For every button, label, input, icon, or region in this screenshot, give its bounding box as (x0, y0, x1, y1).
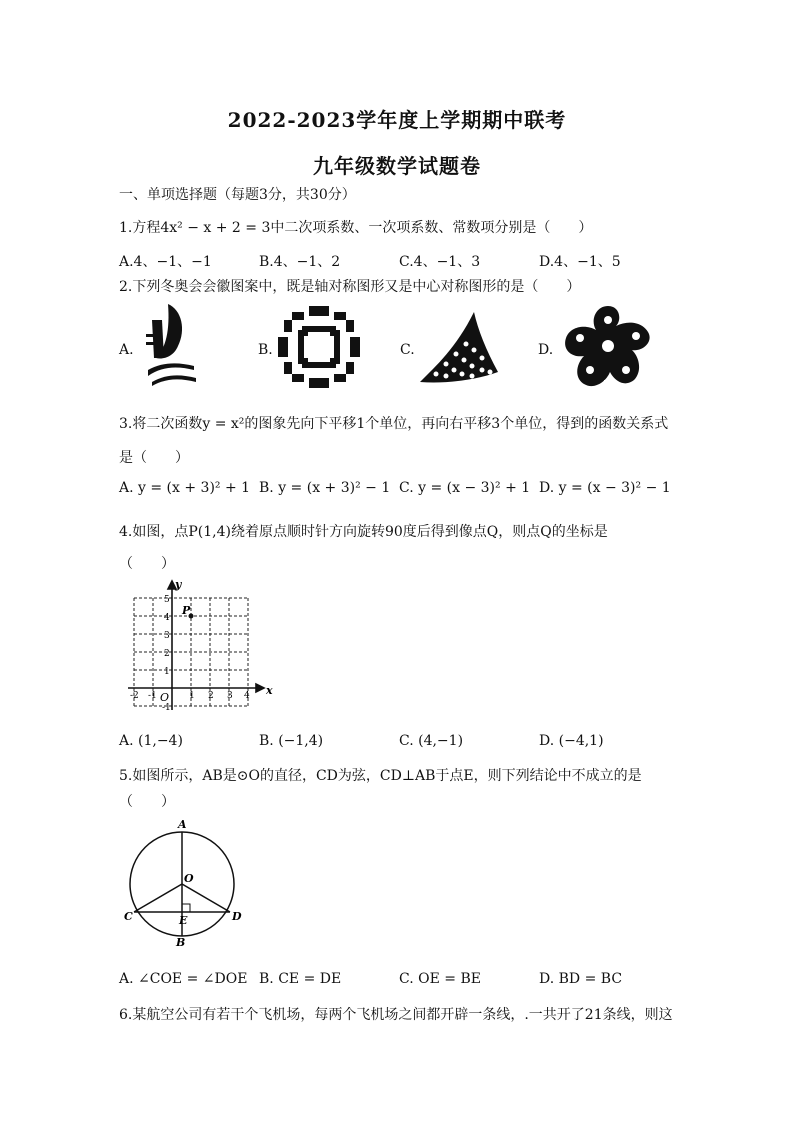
emblem-c-icon (416, 310, 500, 386)
question-5-stem-line2: （ ） (119, 794, 175, 810)
option-d: D. (−4,1) (539, 733, 604, 749)
option-a: A. (1,−4) (119, 733, 183, 749)
exam-title: 2022-2023学年度上学期期中联考 (227, 108, 567, 132)
question-1-stem: 1.方程4x² − x + 2 = 3中二次项系数、一次项系数、常数项分别是（ ） (119, 220, 593, 236)
x-tick: 3 (227, 691, 233, 701)
x-tick: 2 (208, 691, 214, 701)
question-3-stem-line1: 3.将二次函数y = x²的图象先向下平移1个单位，再向右平移3个单位，得到的函数关系式 (119, 416, 669, 432)
y-axis-label: y (175, 578, 182, 591)
option-c: C.4、−1、3 (399, 254, 481, 270)
exam-subtitle: 九年级数学试题卷 (313, 154, 481, 178)
label-e: E (179, 914, 188, 927)
option-b: B. CE = DE (259, 971, 342, 987)
question-6-stem-line1: 6.某航空公司有若干个飞机场，每两个飞机场之间都开辟一条线，.一共开了21条线，则这 (119, 1007, 673, 1023)
option-d: D. BD = BC (539, 971, 623, 987)
y-tick: 2 (164, 649, 170, 659)
option-d: D. y = (x − 3)² − 1 (539, 480, 671, 496)
option-b: B.4、−1、2 (259, 254, 341, 270)
circle-diagram-figure (122, 818, 246, 949)
emblem-a-icon (142, 300, 198, 390)
option-c: C. y = (x − 3)² + 1 (399, 480, 531, 496)
label-d: D (232, 910, 242, 923)
option-c-label: C. (400, 342, 415, 358)
question-5-stem-line1: 5.如图所示，AB是⊙O的直径，CD为弦，CD⊥AB于点E，则下列结论中不成立的是 (119, 768, 642, 784)
origin-label: O (160, 691, 170, 704)
x-axis-label: x (266, 684, 273, 697)
y-tick: 5 (164, 595, 170, 605)
point-p-label: P (182, 604, 191, 617)
option-d: D.4、−1、5 (539, 254, 621, 270)
question-2-stem: 2.下列冬奥会会徽图案中，既是轴对称图形又是中心对称图形的是（ ） (119, 279, 581, 295)
label-c: C (124, 910, 133, 923)
x-tick: 1 (189, 691, 195, 701)
emblem-d-icon (558, 302, 658, 392)
option-a: A.4、−1、−1 (119, 254, 212, 270)
emblem-b-icon (278, 306, 360, 388)
option-c: C. (4,−1) (399, 733, 464, 749)
label-a: A (178, 818, 187, 831)
x-tick: -1 (148, 691, 157, 701)
option-b: B. (−1,4) (259, 733, 324, 749)
option-c: C. OE = BE (399, 971, 481, 987)
question-4-stem-line1: 4.如图，点P(1,4)绕着原点顺时针方向旋转90度后得到像点Q，则点Q的坐标是 (119, 524, 608, 540)
y-tick: 1 (164, 667, 170, 677)
section-heading: 一、单项选择题（每题3分，共30分） (119, 187, 356, 203)
x-tick: 4 (244, 691, 250, 701)
coordinate-grid-figure (126, 578, 276, 714)
option-a: A. ∠COE = ∠DOE (119, 971, 248, 987)
option-a-label: A. (119, 342, 134, 358)
label-o: O (184, 872, 194, 885)
y-tick: -1 (162, 703, 171, 713)
option-b-label: B. (258, 342, 273, 358)
label-b: B (176, 936, 186, 949)
x-tick: -2 (130, 691, 139, 701)
option-d-label: D. (538, 342, 554, 358)
question-4-stem-line2: （ ） (119, 556, 175, 572)
option-a: A. y = (x + 3)² + 1 (119, 480, 251, 496)
y-tick: 3 (164, 631, 170, 641)
question-3-stem-line2: 是（ ） (119, 450, 189, 466)
y-tick: 4 (164, 613, 170, 623)
option-b: B. y = (x + 3)² − 1 (259, 480, 391, 496)
